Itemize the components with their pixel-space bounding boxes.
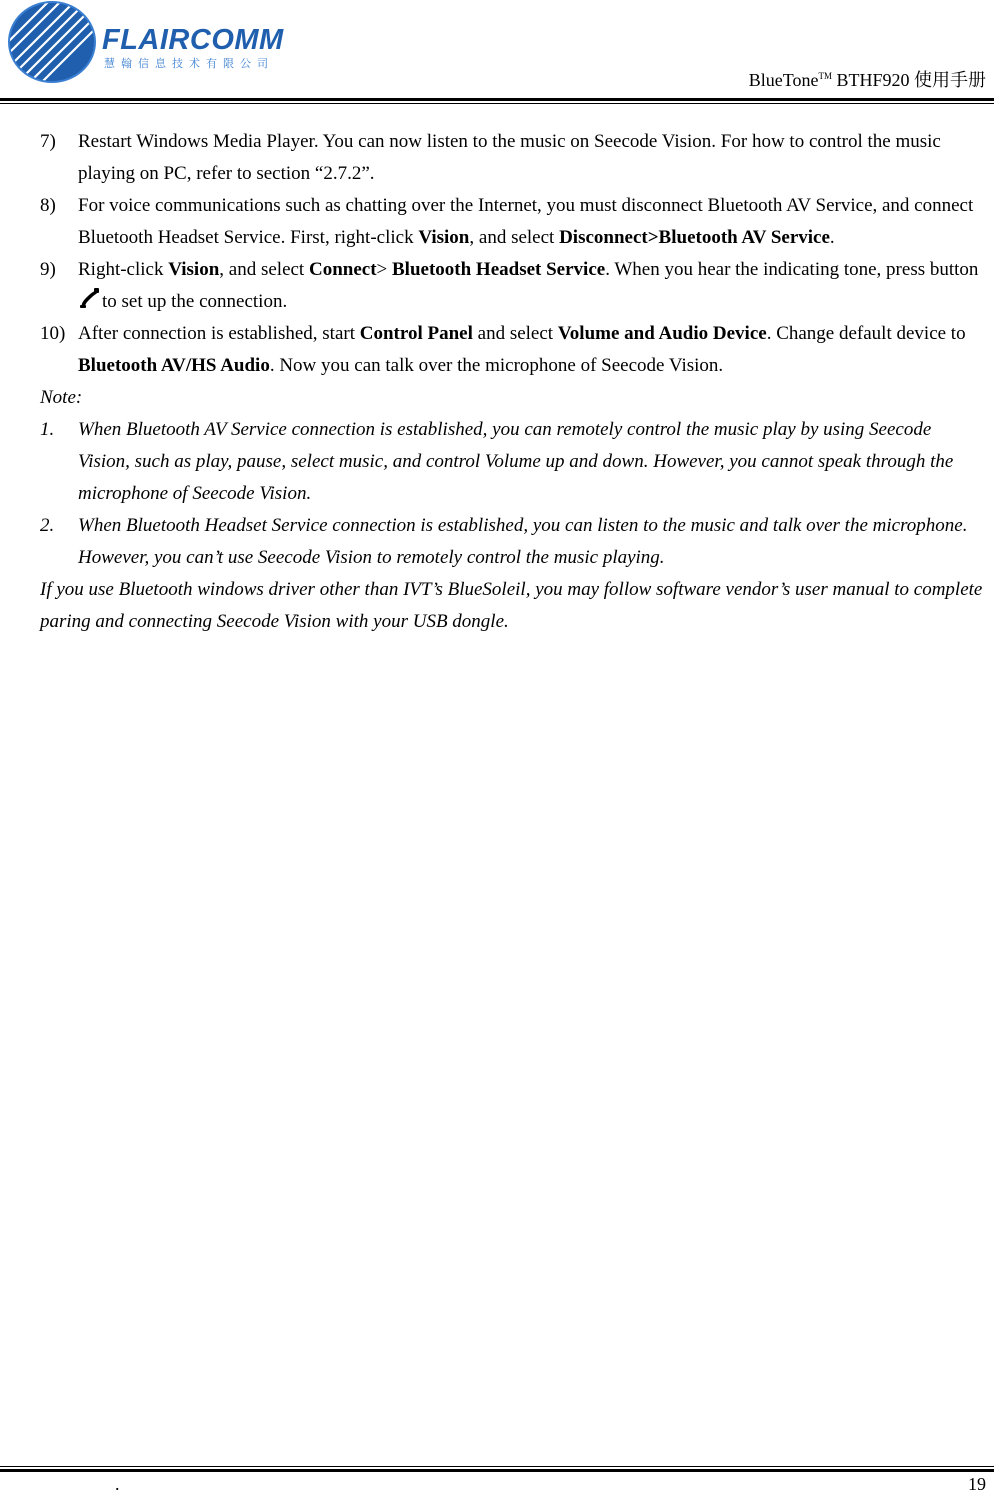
note-label: Note: [40,387,83,408]
note-item [40,414,986,510]
note-text: When Bluetooth Headset Service connection is established, you can listen to the music and talk over the microphone. However, you can’t use Seecode Vision to remotely control the music playing. [78,515,968,568]
list-item [40,318,986,382]
logo-subtext: 慧翰信息技术有限公司 [104,57,274,70]
globe-logo-icon [6,0,96,84]
item-text: , and select [469,227,560,248]
trademark-mark: TM [818,71,832,81]
bold-term: Bluetooth AV/HS Audio [78,355,270,376]
item-number: 7) [40,131,56,152]
item-text: to set up the connection. [102,291,288,312]
item-text: After connection is established, start [78,323,360,344]
flaircomm-logo [6,0,306,84]
bold-term: Vision [168,259,220,280]
bold-term: Connect [308,259,377,280]
page-header [0,0,994,106]
item-number: 8) [40,195,56,216]
item-text: , and select [219,259,309,280]
item-text: . Change default device to [766,323,966,344]
item-text: Right-click [78,259,169,280]
item-number: 10) [40,323,66,344]
note-text: When Bluetooth AV Service connection is established, you can remotely control the music play by using Seecode Vision, such as play, pause, select music, and control Volume up and down. However, you cannot speak through the microphone of Seecode Vision. [78,419,954,504]
list-item [40,126,986,190]
page-body [40,126,986,638]
title-suffix: BTHF920 使用手册 [831,70,986,90]
note-item [40,510,986,574]
item-text: and select [472,323,558,344]
list-item [40,190,986,254]
list-item [40,254,986,318]
item-text: For voice communications such as chatting over the Internet, you must disconnect Bluetooth AV Service, and connect Bluetooth Headset Service. First, right-click [78,195,974,248]
bold-term: Control Panel [359,323,473,344]
item-number: 9) [40,259,56,280]
header-rule-thin [0,103,994,104]
phone-handset-icon [78,287,100,309]
item-text: . Now you can talk over the microphone of Seecode Vision. [269,355,724,376]
page-number: 19 [968,1474,986,1494]
footer-rule-thick [0,1469,994,1472]
footer-rule-thin [0,1466,994,1467]
note-number: 1. [40,419,55,440]
bold-term: Bluetooth Headset Service [392,259,606,280]
header-rule-thick [0,98,994,101]
item-text: . [829,227,835,248]
bold-term: Vision [418,227,470,248]
note-number: 2. [40,515,55,536]
item-text: Restart Windows Media Player. You can now listen to the music on Seecode Vision. For how to control the music playing on PC, refer to section “2.7.2”. [78,131,941,184]
item-text: > [376,259,392,280]
logo-wordmark: FLAIRCOMM [102,24,284,56]
closing-paragraph: If you use Bluetooth windows driver other than IVT’s BlueSoleil, you may follow software vendor’s user manual to complete paring and connecting Seecode Vision with your USB dongle. [40,579,983,632]
bold-term: Volume and Audio Device [557,323,767,344]
item-text: . When you hear the indicating tone, press button [605,259,979,280]
document-title [749,66,986,92]
footer-dot: . [115,1474,120,1494]
bold-term: Disconnect>Bluetooth AV Service [559,227,830,248]
title-prefix: BlueTone [748,70,819,90]
